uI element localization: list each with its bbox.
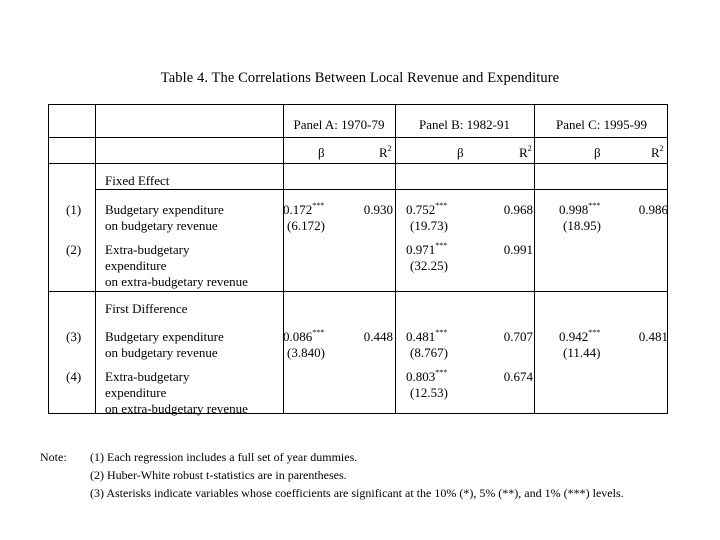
coef-c: 0.998*** xyxy=(559,201,601,217)
note-3: (3) Asterisks indicate variables whose coefficients are significant at the 10% (*), 5% (**), and 1% (***) levels. xyxy=(90,486,624,500)
row-label: on budgetary revenue xyxy=(105,218,218,233)
note-label: Note: xyxy=(40,450,67,464)
tstat-b: (32.25) xyxy=(410,258,448,273)
divider-vertical xyxy=(95,105,96,413)
divider-vertical xyxy=(283,105,284,413)
divider-vertical xyxy=(395,105,396,413)
note-2: (2) Huber-White robust t-statistics are in parentheses. xyxy=(90,468,347,482)
coef-b: 0.971*** xyxy=(406,241,448,257)
row-label: Extra-budgetary xyxy=(105,242,190,257)
divider-horizontal xyxy=(49,137,667,138)
beta-header: β xyxy=(594,145,601,160)
r2-header: $R^2$ xyxy=(651,144,664,160)
coef-a: 0.172*** xyxy=(283,201,325,217)
note-1: (1) Each regression includes a full set of year dummies. xyxy=(90,450,358,464)
r2-b: 0.674 xyxy=(503,369,533,384)
row-label: on budgetary revenue xyxy=(105,345,218,360)
r2-header: $R^2$ xyxy=(519,144,532,160)
row-label: expenditure xyxy=(105,385,167,400)
divider-horizontal xyxy=(95,189,667,190)
row-label: on extra-budgetary revenue xyxy=(105,274,248,289)
section-first-difference: First Difference xyxy=(105,301,188,316)
coef-b: 0.803*** xyxy=(406,368,448,384)
r2-a: 0.448 xyxy=(363,329,393,344)
correlation-table xyxy=(48,104,668,414)
row-label: Extra-budgetary xyxy=(105,369,190,384)
row-number: (4) xyxy=(66,369,82,384)
r2-c: 0.986 xyxy=(638,202,668,217)
row-number: (1) xyxy=(66,202,82,217)
r2-c: 0.481 xyxy=(638,329,668,344)
table-title: Table 4. The Correlations Between Local Revenue and Expenditure xyxy=(160,70,560,86)
r2-header: $R^2$ xyxy=(379,144,392,160)
row-label: Budgetary expenditure xyxy=(105,329,224,344)
coef-b: 0.752*** xyxy=(406,201,448,217)
tstat-b: (12.53) xyxy=(410,385,448,400)
divider-horizontal xyxy=(49,163,667,164)
beta-header: β xyxy=(318,145,325,160)
r2-b: 0.991 xyxy=(503,242,533,257)
row-label: Budgetary expenditure xyxy=(105,202,224,217)
coef-a: 0.086*** xyxy=(283,328,325,344)
section-fixed-effect: Fixed Effect xyxy=(105,173,170,188)
coef-c: 0.942*** xyxy=(559,328,601,344)
row-number: (3) xyxy=(66,329,82,344)
tstat-b: (19.73) xyxy=(410,218,448,233)
r2-b: 0.707 xyxy=(503,329,533,344)
tstat-b: (8.767) xyxy=(410,345,448,360)
row-label: expenditure xyxy=(105,258,167,273)
row-label: on extra-budgetary revenue xyxy=(105,401,248,416)
tstat-a: (3.840) xyxy=(287,345,325,360)
divider-vertical xyxy=(534,105,535,413)
panel-b-header: Panel B: 1982-91 xyxy=(419,117,510,132)
row-number: (2) xyxy=(66,242,82,257)
divider-horizontal xyxy=(49,291,667,292)
tstat-a: (6.172) xyxy=(287,218,325,233)
r2-a: 0.930 xyxy=(363,202,393,217)
tstat-c: (11.44) xyxy=(563,345,601,360)
tstat-c: (18.95) xyxy=(563,218,601,233)
beta-header: β xyxy=(457,145,464,160)
panel-c-header: Panel C: 1995-99 xyxy=(556,117,647,132)
panel-a-header: Panel A: 1970-79 xyxy=(293,117,385,132)
r2-b: 0.968 xyxy=(503,202,533,217)
coef-b: 0.481*** xyxy=(406,328,448,344)
